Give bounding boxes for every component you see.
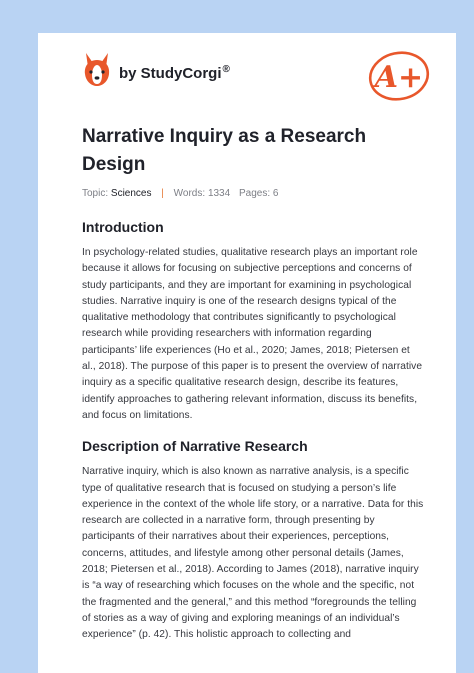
words-label: Words:	[173, 188, 206, 199]
meta-separator: |	[161, 188, 164, 199]
topic-label: Topic:	[82, 188, 109, 199]
brand-name[interactable]: by StudyCorgi®	[119, 64, 230, 82]
document-page	[38, 33, 456, 673]
pages-label: Pages:	[238, 188, 271, 199]
page-header	[82, 51, 438, 95]
document-content	[82, 123, 426, 644]
section-heading-introduction: Introduction	[82, 219, 164, 235]
words-count: 1334	[207, 188, 231, 199]
document-title: Narrative Inquiry as a Research Design	[82, 126, 367, 175]
document-meta	[82, 188, 426, 199]
section-heading-description: Description of Narrative Research	[82, 438, 308, 455]
section-paragraph-description: Narrative inquiry, which is also known as narrative analysis, is a specific type of qualitative research that is focused on studying a person’s life experience in the context of the whole life story, or a narrative. Data for this research are collected in a narrative form, through presenting by participants of their narratives about their experiences, perceptions, concerns, attitudes, and lifestyle among other personal details (James, 2018; Pietersen et al., 2018). According to James (2018), narrative inquiry is “a way of researching which focuses on the whole and the specific, not the fragmented and the general,” and this method “foregrounds the telling of stories as a way of giving and exploring meanings of an individual’s experience” (p. 42). This holistic approach to collecting and	[82, 466, 424, 641]
section-paragraph-introduction: In psychology-related studies, qualitative research plays an important role because it allows for focusing on subjective perceptions and concerns of study participants, and they are important for examining in psychological studies. Narrative inquiry is one of the research designs typical of the qualitative methodology that contributes significantly to psychological research while providing researchers with information regarding participants’ life experiences (Ho et al., 2020; James, 2018; Pietersen et al., 2018). The purpose of this paper is to present the overview of narrative inquiry as a specific qualitative research design, describe its features, identify approaches to gathering relevant information, discuss its benefits, and focus on limitations.	[82, 247, 423, 421]
registered-mark: ®	[222, 64, 230, 75]
grade-text: A+	[374, 60, 424, 95]
a-plus-grade-icon	[366, 44, 438, 102]
pages-count: 6	[272, 188, 279, 199]
corgi-logo-icon	[82, 51, 112, 87]
topic-link[interactable]: Sciences	[110, 188, 152, 199]
